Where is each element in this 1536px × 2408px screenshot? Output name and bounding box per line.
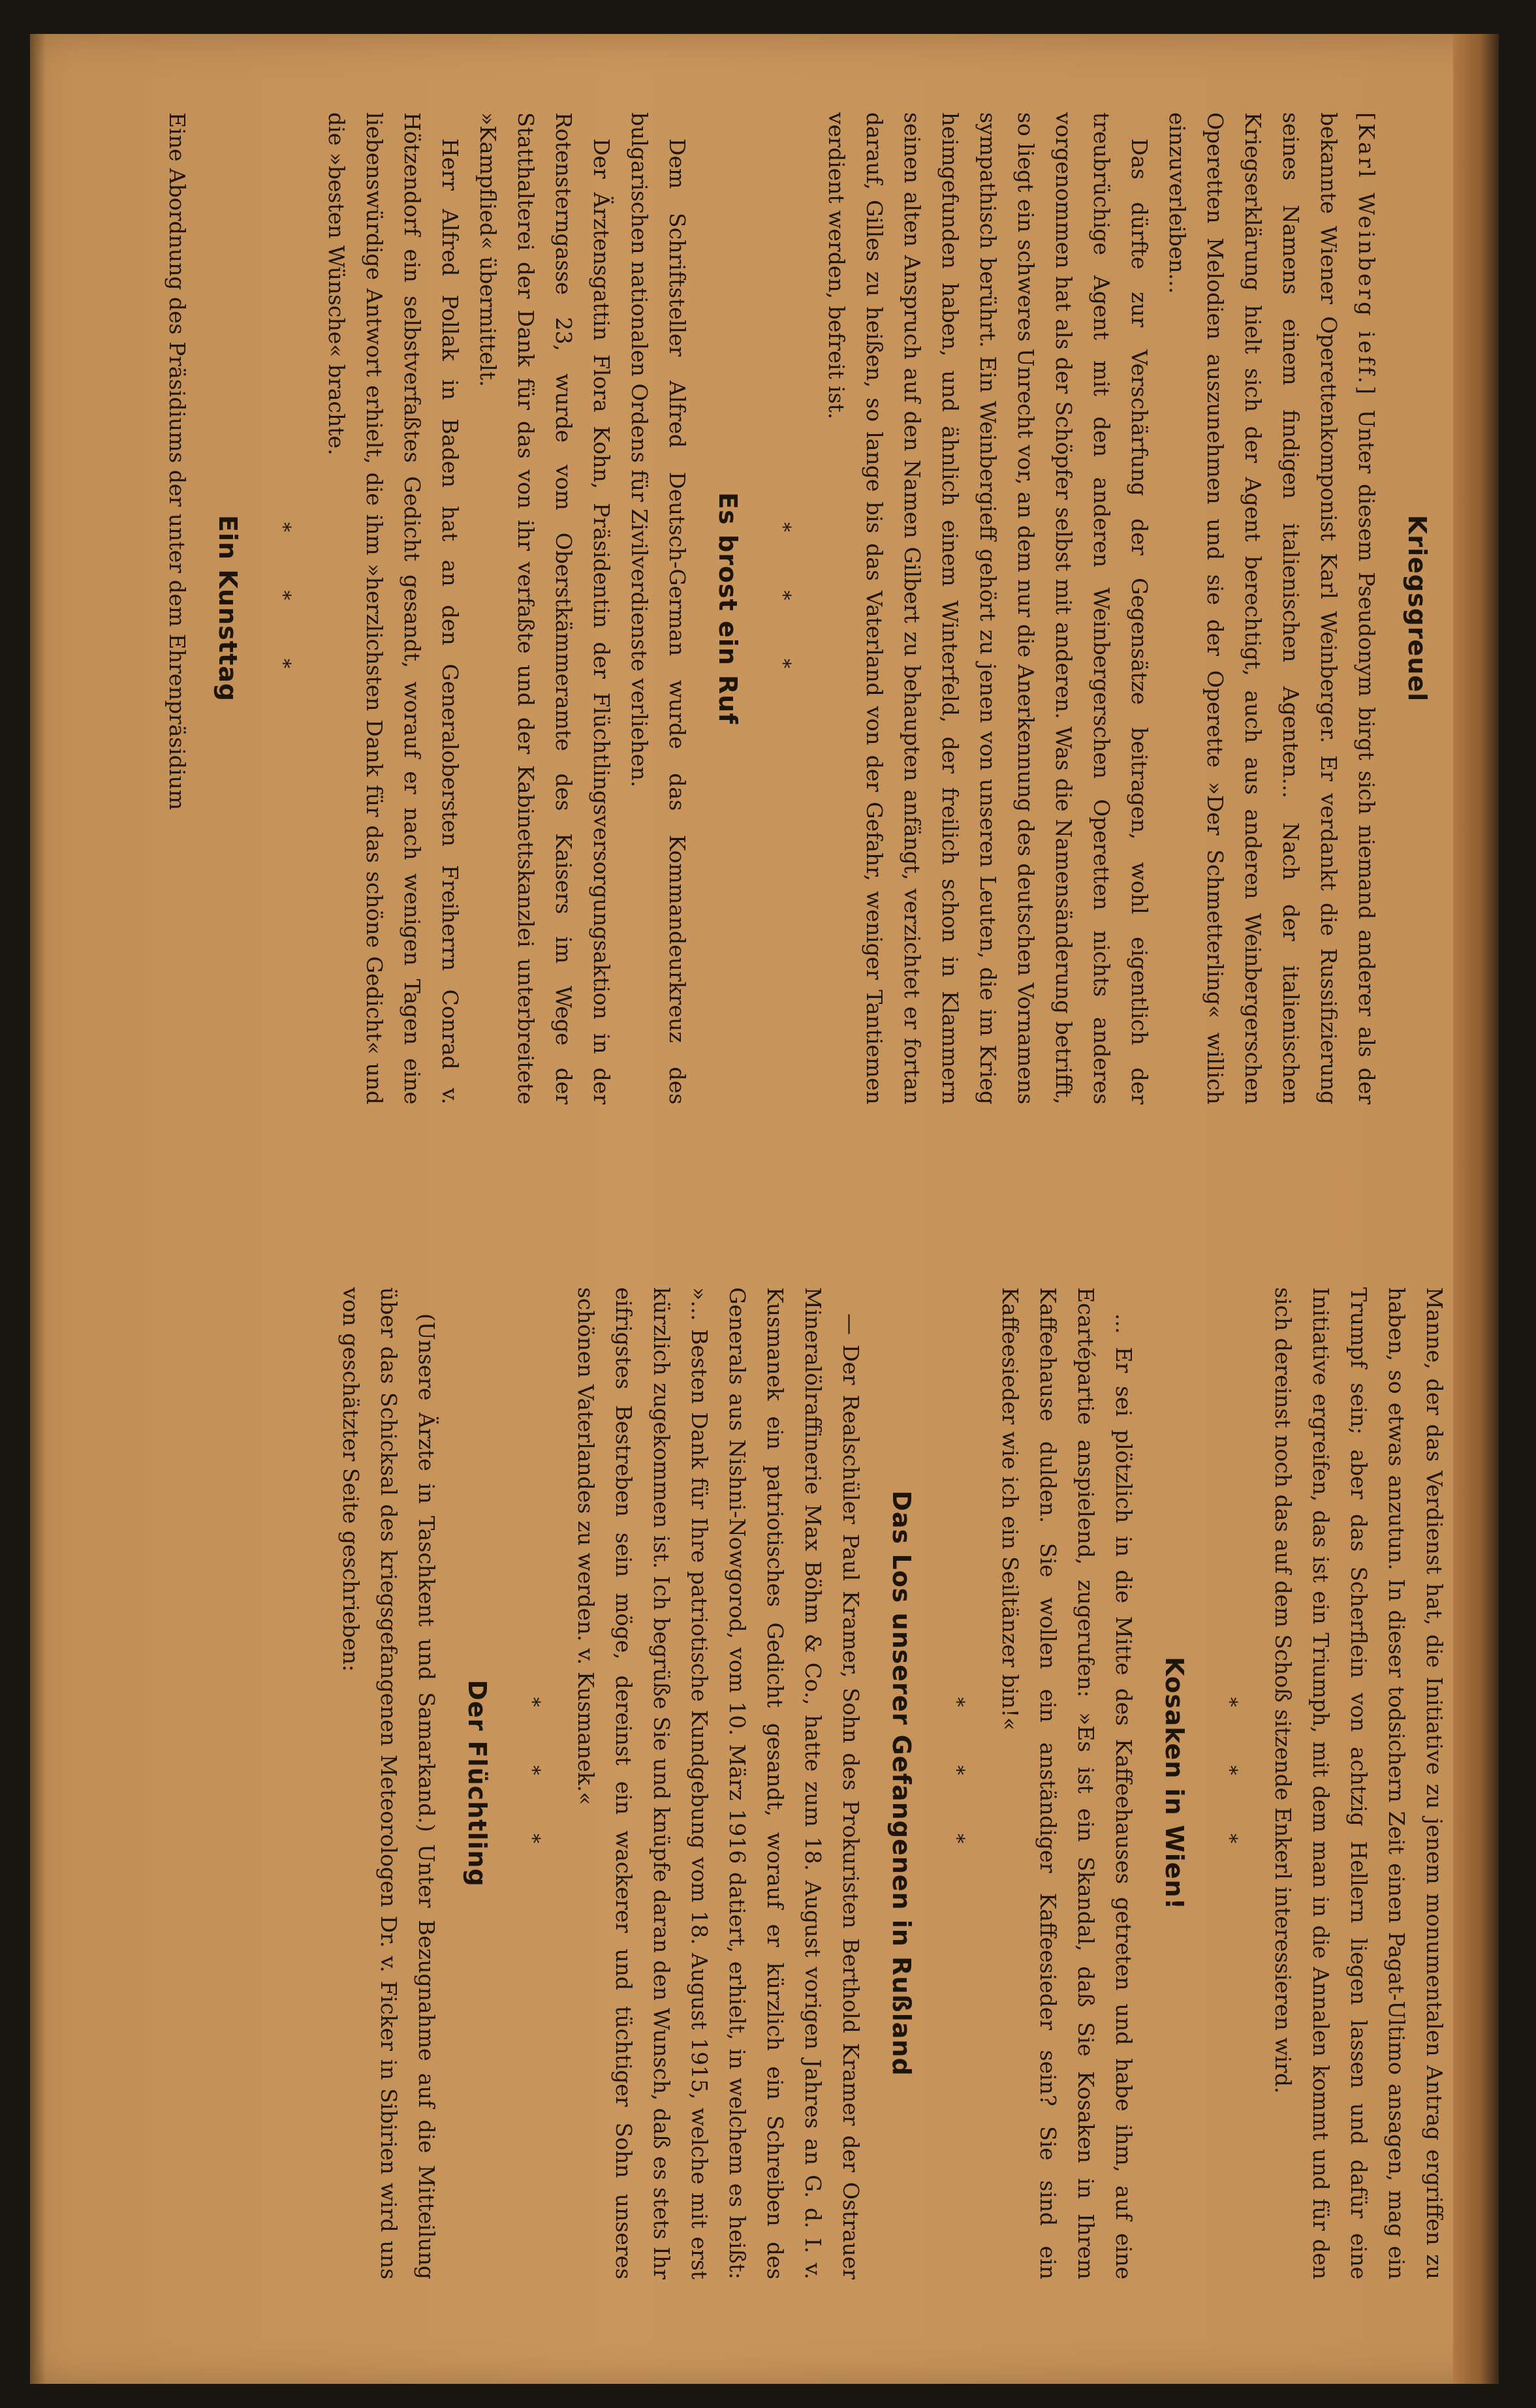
newspaper-page: [30, 34, 1499, 2384]
article-kriegsgreuel-para-1: [1158, 112, 1385, 1104]
article-fluechtling-para: (Unsere Ärzte in Taschkent und Samarkand.) Unter Bezugnahme auf die Mitteilung über das Schicksal des kriegsgefangenen Meteorologen Dr. v. Ficker in Sibirien wird uns von geschätzter Seite geschrieben:: [338, 1287, 439, 2279]
section-divider-stars: * * *: [272, 522, 294, 695]
left-column: [158, 112, 1453, 1104]
section-divider-stars: * * *: [772, 522, 794, 695]
right-column: [332, 1287, 1453, 2279]
article-gefangenen-para: — Der Realschüler Paul Kramer, Sohn des Prokuristen Berthold Kramer der Ostrauer Mineralölraffinerie Max Böhm & Co., hatte zum 18. August vorigen Jahres an G. d. I. v. Kusmanek ein patriotisches Gedicht gesandt, worauf er kürzlich ein Schreiben des Generals aus Nishni-Nowgorod, vom 10. März 1916 datiert, erhielt, in welchem es heißt: »... Besten Dank für Ihre patriotische Kundgebung vom 18. August 1915, welche mit erst kürzlich zugekommen ist. Ich begrüße Sie und knüpfe daran den Wunsch, daß es stets Ihr eifrigstes Bestreben sein möge, dereinst ein wackerer und tüchtiger Sohn unseres schönen Vaterlandes zu werden. v. Kusmanek.«: [573, 1287, 864, 2279]
para-1-part-c: niemand anderer als der bekannte Wiener Operettenkomponist Karl Weinberger. Er verdankt die Russifizierung seines Namens einem findigen italienischen Agenten... Nach der italienischen Kriegserklärung hielt sich der Agent berechtigt, auch aus anderen Weinbergerschen Operetten Melodien auszunehmen und sie der Operette »Der Schmetterling« willich einzuverleiben...: [1165, 112, 1379, 1104]
article-kriegsgreuel-para-2: Das dürfte zur Verschärfung der Gegensätze beitragen, wohl eigentlich der treubrüchige Agent mit den anderen Weinbergerschen Operetten nichts anderes vorgenommen hat als der Schöpfer selbst mit anderen. Was die Namensänderung betrifft, so liegt ein schweres Unrecht vor, an dem nur die Anerkennung des deutschen Vornamens sympathisch berührt. Ein Weinbergieff gehört zu jenen von unseren Leuten, die im Krieg heimgefunden haben, und ähnlich einem Winterfeld, der freilich schon in Klammern seinen alten Anspruch auf den Namen Gilbert zu behaupten anfängt, verzichtet er fortan darauf, Gilles zu heißen, so lange bis das Vaterland von der Gefahr, weniger Tantiemen verdient werden, befreit ist.: [824, 112, 1152, 1104]
article-kunsttag-para-1: Eine Abordnung des Präsidiums der unter dem Ehrenpräsidium: [165, 112, 190, 810]
heading-der-fluechtling: Der Flüchtling: [463, 1680, 492, 1887]
section-divider-stars: * * *: [1218, 1697, 1241, 1870]
article-ruf-para-2: Der Ärztensgattin Flora Kohn, Präsidentin der Flüchtlingsversorgungsaktion in der Rotensterngasse 23, wurde vom Oberstkämmeramte des Kaisers im Wege der Statthalterei der Dank für das von ihr verfaßte und der Kabinettskanzlei unterbreitete »Kampflied« übermittelt.: [475, 112, 614, 1104]
section-divider-stars: * * *: [945, 1697, 968, 1870]
rotated-text-block: [30, 34, 1499, 2384]
heading-es-brost-ein-ruf: Es brost ein Ruf: [713, 492, 742, 725]
section-divider-stars: * * *: [521, 1697, 544, 1870]
article-ruf-para-3: Herr Alfred Pollak in Baden hat an den Generalobersten Freiherrn Conrad v. Hötzendorf ein selbstverfaßtes Gedicht gesandt, worauf er nach wenigen Tagen eine liebenswürdige Antwort erhielt, die ihm »herzlichsten Dank für das schöne Gedicht« und die »besten Wünsche« brachte.: [324, 112, 463, 1104]
heading-kriegsgreuel: Kriegsgreuel: [1403, 514, 1432, 702]
heading-ein-kunsttag: Ein Kunsttag: [213, 515, 242, 702]
article-continued-para: Manne, der das Verdienst hat, die Initiative zu jenem monumentalen Antrag ergriffen zu haben, so etwas anzutun. In dieser todsichern Zeit einen Pagat-Ultimo ansagen, mag ein Trumpf sein; aber das Scherflein von achtzig Hellern liegen lassen und dafür eine Initiative ergreifen, das ist ein Triumph, mit dem man in die Annalen kommt und für den sich dereinst noch das auf dem Schoß sitzende Enkerl interessieren wird.: [1270, 1287, 1447, 2279]
pseudonym-label: [Karl Weinberg ieff.]: [1354, 112, 1379, 410]
heading-los-gefangenen: Das Los unserer Gefangenen in Rußland: [887, 1490, 916, 2076]
heading-kosaken-in-wien: Kosaken in Wien!: [1160, 1657, 1189, 1910]
article-ruf-para-1: Dem Schriftsteller Alfred Deutsch-German wurde das Kommandeurkreuz des bulgarischen nationalen Ordens für Zivilverdienste verliehen.: [627, 112, 690, 1104]
para-1-part-b: Unter diesem Pseudonym birgt sich: [1354, 409, 1379, 825]
article-kosaken-para: ... Er sei plötzlich in die Mitte des Kaffeehauses getreten und habe ihm, auf eine Ecartépartie anspielend, zugerufen: »Es ist ein Skandal, daß Sie Kosaken in Ihrem Kaffeehause dulden. Sie wollen ein anständiger Kaffeesieder sein? Sie sind ein Kaffeesieder wie ich ein Seiltänzer bin!«: [997, 1287, 1136, 2279]
